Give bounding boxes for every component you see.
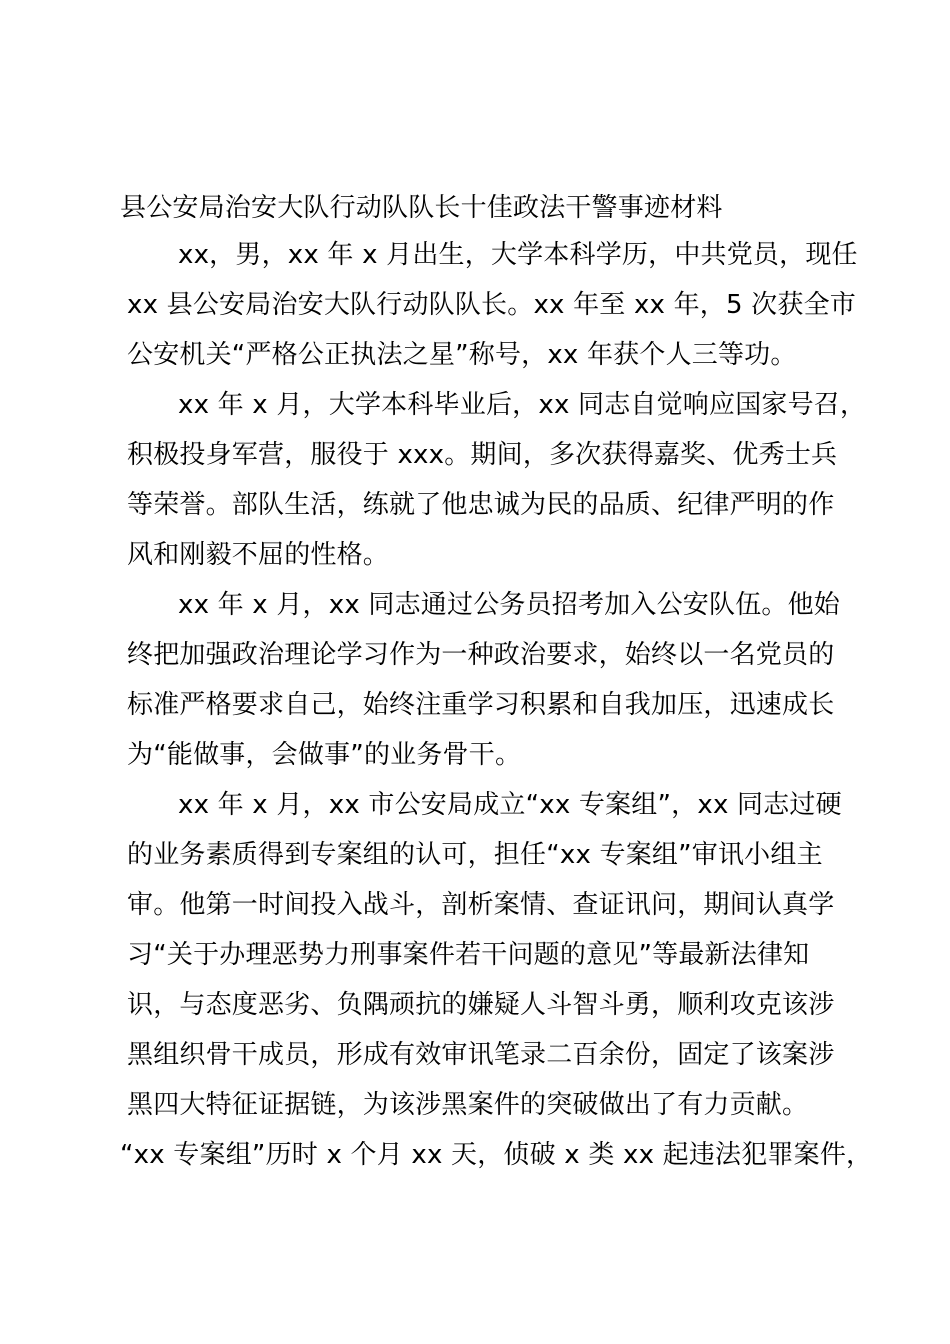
paragraph-line: 积极投身军营，服役于 xxx。期间，多次获得嘉奖、优秀士兵 [127, 440, 838, 470]
paragraph-line: 习“关于办理恶势力刑事案件若干问题的意见”等最新法律知 [127, 940, 810, 970]
paragraph-line: 公安机关“严格公正执法之星”称号，xx 年获个人三等功。 [127, 340, 797, 370]
paragraph-line: xx 年 x 月，xx 市公安局成立“xx 专案组”，xx 同志过硬 [178, 790, 842, 820]
paragraph-line: 等荣誉。部队生活，练就了他忠诚为民的品质、纪律严明的作 [127, 490, 835, 520]
paragraph-line: 审。他第一时间投入战斗，剖析案情、查证讯问，期间认真学 [127, 890, 835, 920]
paragraph-line: 的业务素质得到专案组的认可，担任“xx 专案组”审讯小组主 [127, 840, 823, 870]
paragraph-line: xx 年 x 月，大学本科毕业后，xx 同志自觉响应国家号召， [178, 390, 867, 420]
paragraph-line: xx 年 x 月，xx 同志通过公务员招考加入公安队伍。他始 [178, 590, 840, 620]
paragraph-line: 风和刚毅不屈的性格。 [127, 540, 390, 570]
paragraph-line: xx 县公安局治安大队行动队队长。xx 年至 xx 年，5 次获全市 [127, 290, 856, 320]
document-title: 县公安局治安大队行动队队长十佳政法干警事迹材料 [120, 193, 723, 223]
paragraph-line: 标准严格要求自己，始终注重学习积累和自我加压，迅速成长 [127, 690, 835, 720]
paragraph-line: “xx 专案组”历时 x 个月 xx 天，侦破 x 类 xx 起违法犯罪案件， [120, 1140, 873, 1170]
paragraph-line: 识，与态度恶劣、负隅顽抗的嫌疑人斗智斗勇，顺利攻克该涉 [127, 990, 835, 1020]
paragraph-line: 为“能做事，会做事”的业务骨干。 [127, 740, 522, 770]
paragraph-line: 黑组织骨干成员，形成有效审讯笔录二百余份，固定了该案涉 [127, 1040, 835, 1070]
paragraph-line: 终把加强政治理论学习作为一种政治要求，始终以一名党员的 [127, 640, 835, 670]
paragraph-line: xx，男，xx 年 x 月出生，大学本科学历，中共党员，现任 [178, 240, 858, 270]
paragraph-line: 黑四大特征证据链，为该涉黑案件的突破做出了有力贡献。 [127, 1090, 809, 1120]
